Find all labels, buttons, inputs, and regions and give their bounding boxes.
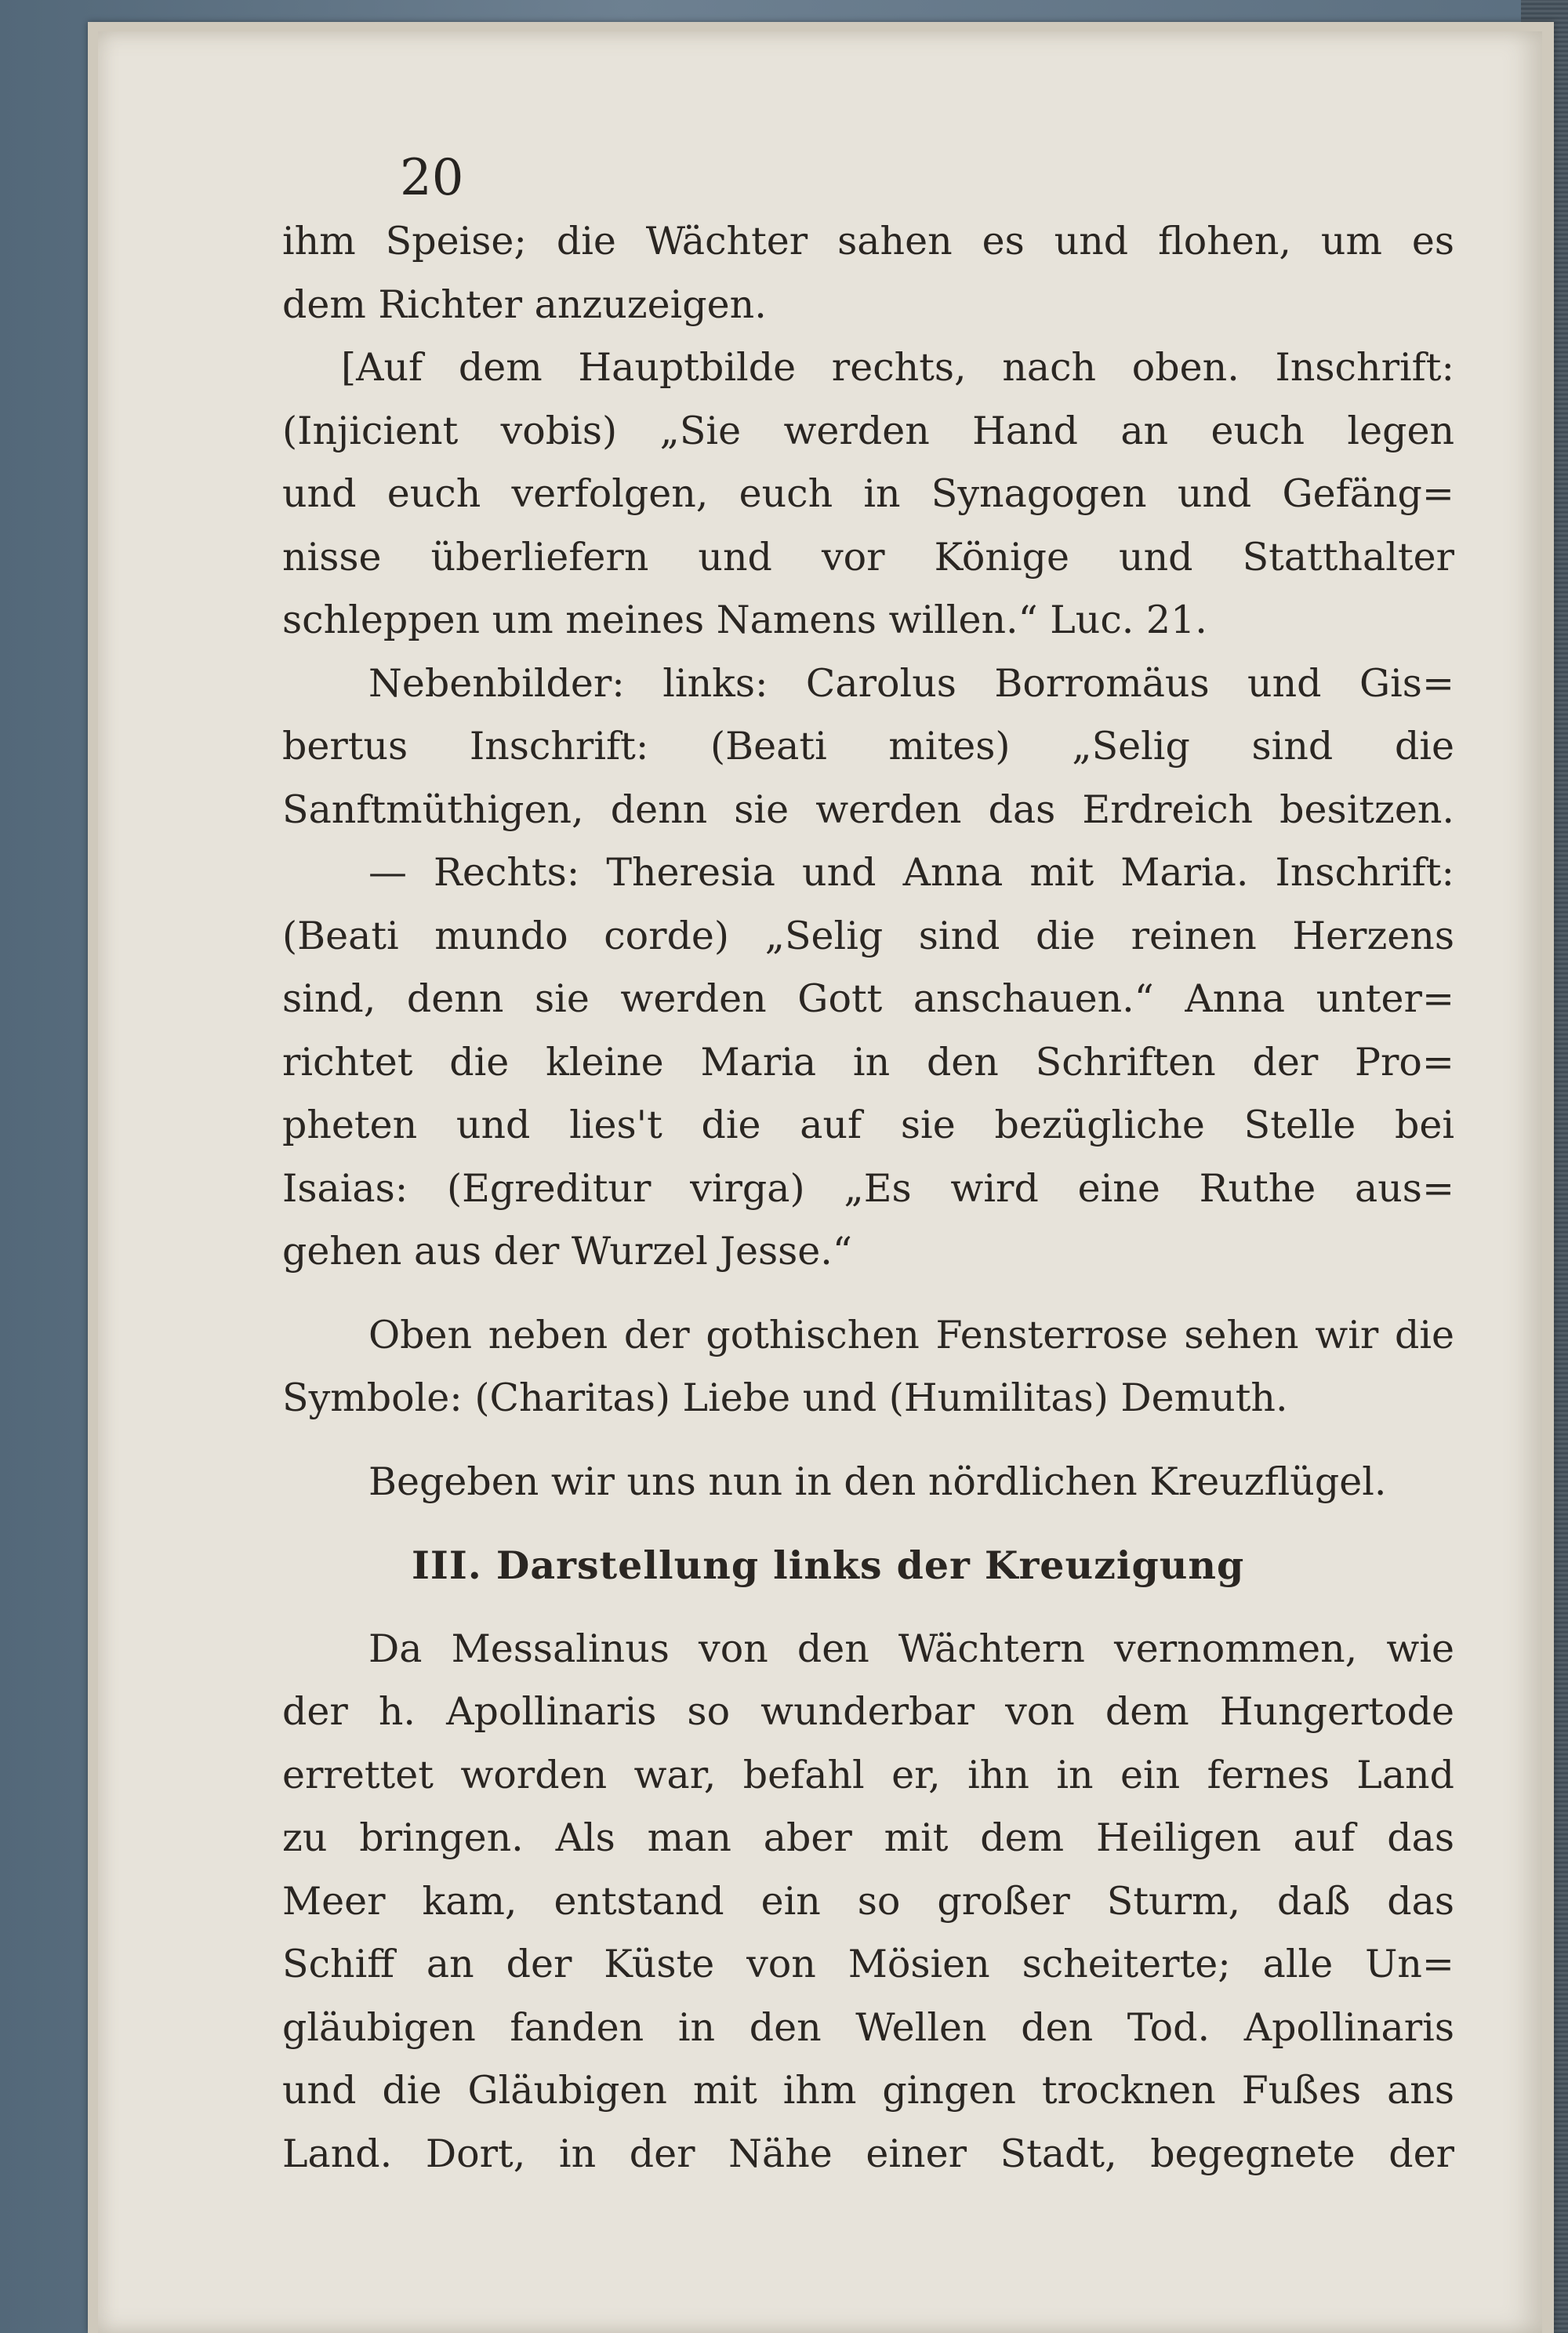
page-number: 20 — [400, 149, 464, 207]
text-line: Land. Dort, in der Nähe einer Stadt, begegnete der — [282, 2131, 1454, 2176]
text-line: ihm Speise; die Wächter sahen es und flohen, um es — [282, 219, 1454, 263]
text-line: (Injicient vobis) „Sie werden Hand an euch legen — [282, 408, 1454, 453]
text-line: gehen aus der Wurzel Jesse.“ — [282, 1229, 852, 1274]
text-line: Nebenbilder: links: Carolus Borromäus und Gis= — [368, 660, 1454, 706]
text-line: der h. Apollinaris so wunderbar von dem Hungertode — [282, 1689, 1454, 1734]
paragraph-gap — [282, 1597, 1454, 1618]
text-line: und die Gläubigen mit ihm gingen trocknen Fußes ans — [282, 2068, 1454, 2113]
section-heading: III. Darstellung links der Kreuzigung — [412, 1543, 1245, 1588]
text-line: (Beati mundo corde) „Selig sind die reinen Herzens — [282, 913, 1454, 958]
paragraph-gap — [282, 1430, 1454, 1451]
text-line: [Auf dem Hauptbilde rechts, nach oben. Inschrift: — [341, 345, 1454, 390]
text-line: Schiff an der Küste von Mösien scheiterte; alle Un= — [282, 1942, 1454, 1986]
page-text — [282, 210, 1454, 2186]
text-line: Symbole: (Charitas) Liebe und (Humilitas) Demuth. — [282, 1375, 1288, 1420]
text-line: Meer kam, entstand ein so großer Sturm, daß das — [282, 1878, 1454, 1924]
text-line: zu bringen. Als man aber mit dem Heiligen auf das — [282, 1815, 1454, 1860]
text-line: pheten und lies't die auf sie bezügliche Stelle bei — [282, 1103, 1454, 1147]
text-line: Isaias: (Egreditur virga) „Es wird eine Ruthe aus= — [282, 1165, 1454, 1211]
text-line: bertus Inschrift: (Beati mites) „Selig sind die — [282, 724, 1454, 769]
paragraph-gap — [282, 1514, 1454, 1534]
text-line: Begeben wir uns nun in den nördlichen Kreuzflügel. — [368, 1459, 1387, 1504]
text-line: Oben neben der gothischen Fensterrose sehen wir die — [368, 1312, 1454, 1357]
text-line: und euch verfolgen, euch in Synagogen und Gefäng= — [282, 471, 1454, 516]
paragraph-gap — [282, 1284, 1454, 1304]
text-line: Sanftmüthigen, denn sie werden das Erdreich besitzen. — [282, 787, 1454, 832]
text-line: gläubigen fanden in den Wellen den Tod. Apollinaris — [282, 2004, 1454, 2050]
text-line: Da Messalinus von den Wächtern vernommen, wie — [368, 1626, 1454, 1671]
text-line: richtet die kleine Maria in den Schriften der Pro= — [282, 1039, 1454, 1085]
text-line: schleppen um meines Namens willen.“ Luc. 21. — [282, 598, 1207, 642]
text-line: sind, denn sie werden Gott anschauen.“ Anna unter= — [282, 976, 1454, 1021]
text-line: nisse überliefern und vor Könige und Statthalter — [282, 534, 1454, 580]
text-line: — Rechts: Theresia und Anna mit Maria. Inschrift: — [368, 850, 1454, 895]
text-line: errettet worden war, befahl er, ihn in ein fernes Land — [282, 1752, 1454, 1797]
text-line: dem Richter anzuzeigen. — [282, 282, 767, 327]
